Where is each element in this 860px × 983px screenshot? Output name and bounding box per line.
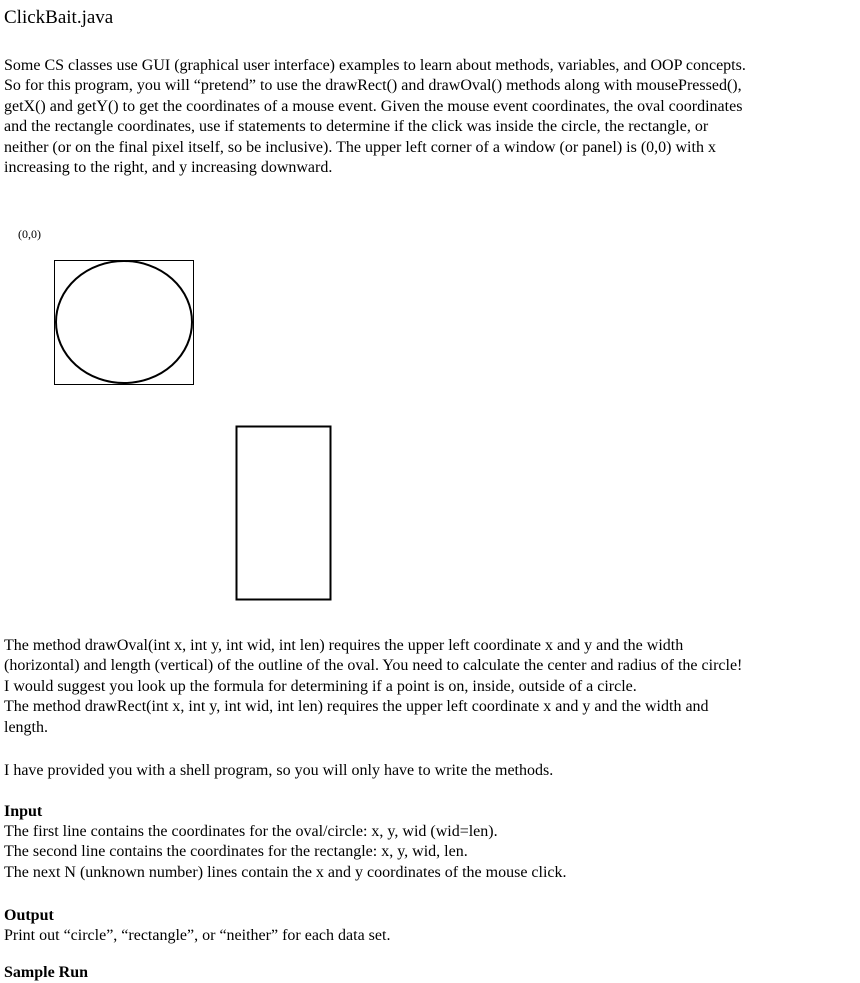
intro-line: So for this program, you will “pretend” to use the drawRect() and drawOval() methods along with mousePressed(), — [4, 77, 742, 95]
input-heading: Input — [4, 803, 43, 820]
methods-line: length. — [4, 718, 48, 736]
intro-line: neither (or on the final pixel itself, so be inclusive). The upper left corner of a window (or panel) is (0,0) with x — [4, 138, 716, 156]
rectangle-shape — [237, 427, 331, 600]
input-line: The second line contains the coordinates for the rectangle: x, y, wid, len. — [4, 843, 468, 861]
output-heading: Output — [4, 907, 54, 924]
input-line: The first line contains the coordinates for the oval/circle: x, y, wid (wid=len). — [4, 823, 498, 840]
output-description — [4, 926, 390, 946]
input-line: The next N (unknown number) lines contain the x and y coordinates of the mouse click. — [4, 863, 567, 881]
intro-line: getX() and getY() to get the coordinates of a mouse event. Given the mouse event coordinates, the oval coordinates — [4, 97, 743, 115]
methods-line: The method drawRect(int x, int y, int wid, int len) requires the upper left coordinate x and y and the width and — [4, 698, 709, 716]
intro-line: Some CS classes use GUI (graphical user interface) examples to learn about methods, variables, and OOP concepts. — [4, 57, 746, 74]
circle-shape — [56, 261, 192, 383]
intro-line: increasing to the right, and y increasing downward. — [4, 159, 333, 177]
shell-paragraph: I have provided you with a shell program, so you will only have to write the methods. — [4, 762, 554, 779]
input-description — [4, 822, 567, 883]
output-line: Print out “circle”, “rectangle”, or “neither” for each data set. — [4, 927, 391, 944]
oval-bounding-box — [55, 261, 194, 385]
methods-line: (horizontal) and length (vertical) of the outline of the oval. You need to calculate the center and radius of the circle! — [4, 657, 743, 675]
intro-paragraph — [4, 56, 854, 178]
document-title: ClickBait.java — [4, 7, 114, 28]
intro-line: and the rectangle coordinates, use if statements to determine if the click was inside the circle, the rectangle, or — [4, 118, 709, 136]
methods-line: The method drawOval(int x, int y, int wid, int len) requires the upper left coordinate x and y and the width — [4, 637, 684, 654]
sample-run-heading: Sample Run — [4, 964, 89, 981]
methods-line: I would suggest you look up the formula for determining if a point is on, inside, outside of a circle. — [4, 677, 637, 695]
methods-paragraph — [4, 636, 854, 738]
origin-label: (0,0) — [18, 227, 41, 241]
